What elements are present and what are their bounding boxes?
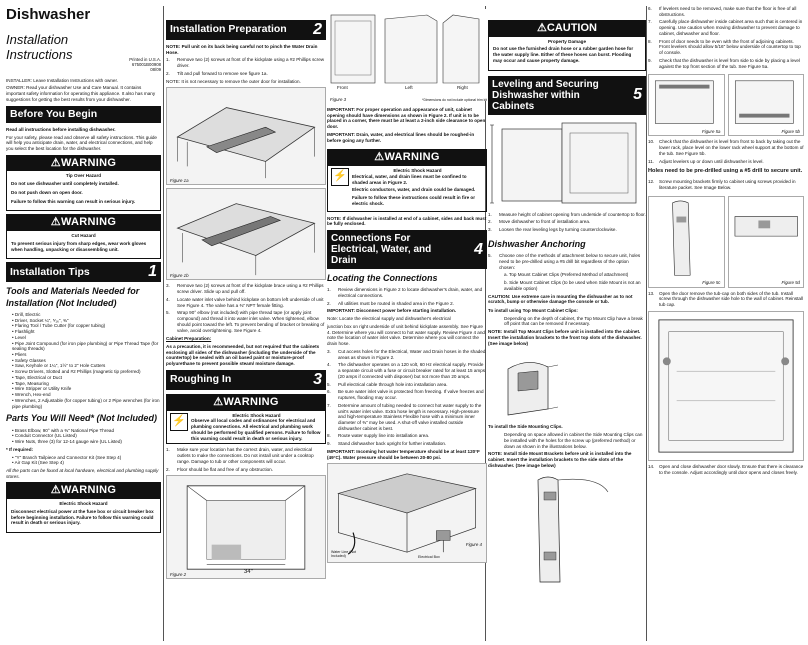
print-line: 08/09	[150, 67, 161, 73]
view-label: Right	[457, 85, 468, 90]
step	[648, 19, 804, 36]
warning-title: Tip Over Hazard	[65, 173, 102, 179]
level-side-illustration	[649, 75, 724, 135]
step-text: Front of door needs to be even with the front of adjoining cabinets. Front levelers should allow 5/16" below underside of countertop to top of console.	[659, 38, 801, 56]
figure-5d	[728, 196, 805, 288]
caution-header: ⚠CAUTION	[489, 21, 645, 37]
top-mount-title: To install using Top Mount Cabinet Clips:	[488, 308, 578, 314]
step-number: 11.	[648, 158, 655, 164]
section-number: 3	[313, 370, 322, 388]
step-text: Choose one of the methods of attachment below to secure unit, holes need to be pre-drilled using a #5 drill bit regardless of the option chosen:	[499, 253, 641, 270]
figure-row-5cd	[648, 193, 804, 291]
step-text: All utilities must be routed in shaded area in the Figure 2.	[338, 300, 454, 306]
view-label: Left	[405, 85, 413, 90]
dimension-label: 34"	[244, 569, 253, 576]
warning-line: Failure to follow this warning can result in serious injury.	[11, 198, 136, 204]
figure-caption: Figure 2	[170, 571, 187, 577]
step	[648, 464, 804, 475]
step: 4. The dishwasher operates on a 120 volt, 60 Hz electrical supply. Provide a separate circuit with a fuse or circuit breaker rated for at least 15 amps (20 amps if connected with disposer) but not more than 20 amps.	[327, 362, 486, 379]
parts-list	[12, 428, 161, 445]
list-item: • Tape, Measuring	[12, 381, 161, 387]
step-text: Route water supply line into installation area.	[338, 433, 430, 439]
list-item: • Conduit Connector (UL Listed)	[12, 433, 161, 439]
step-number: 9.	[648, 57, 652, 63]
figure-caption: Figure 5b	[781, 128, 800, 134]
warning-line: Electric conductors, water, and drain could be damaged.	[352, 187, 476, 193]
section-header-roughing	[166, 370, 326, 390]
parts-heading: Parts You Will Need* (Not Included)	[6, 413, 157, 424]
important-note: IMPORTANT: For proper operation and appearance of unit, cabinet opening should have dimensions as shown in Figure 2. If unit is to be placed in a corner, there must be at least a 2-inch side clearance to open door.	[327, 107, 486, 130]
step: 2. All utilities must be routed in shaded area in the Figure 2.	[327, 300, 454, 306]
figure-tub-cap	[648, 311, 804, 461]
section-header-before	[6, 106, 161, 123]
warning-label: WARNING	[223, 395, 279, 408]
step-text: Determine amount of tubing needed to connect hot water supply to the unit's water inlet valve. Extra hose length is necessary. High-pressure and high-temperature Stainless Flexible hose with a minimum inner diameter of ⅜" may be used. A shut-off valve installed outside dishwasher cabinet is best.	[338, 402, 482, 431]
step-text: If levelers need to be removed, make sure that the floor is free of all obstructions.	[659, 6, 797, 17]
step: 2. Move dishwasher to front of installation area.	[488, 219, 591, 225]
warning-line: Observe all local codes and ordinances for electrical and plumbing connections. All electrical and plumbing work should be performed by qualified persons. Failure to follow this warning could result in death or serious injury.	[191, 418, 321, 441]
step-text: Cut access holes for the Electrical, Water and Drain hoses in the shaded areas as shown in Figure 2.	[338, 348, 486, 360]
step-text: Pull electrical cable through hole into installation area.	[338, 381, 448, 387]
anchor-option: a. Top Mount Cabinet Clips (Preferred Method of attachment)	[504, 272, 629, 278]
figure-4	[327, 463, 487, 563]
figure-5b	[728, 74, 805, 136]
figure-cabinet-measure	[488, 119, 646, 209]
print-line: 675001B00908	[131, 61, 161, 67]
step-text: Adjust levelers up or down until dishwasher is level.	[659, 158, 764, 164]
step-text: Be sure water inlet valve is protected from freezing. If valve freezes and ruptures, flooding may occur.	[338, 389, 484, 401]
step-text: Stand dishwasher back upright for further installation.	[338, 441, 447, 447]
figure-caption: Figure 5c	[702, 280, 721, 286]
step-text: Open and close dishwasher door slowly. Ensure that there is clearance to the console. Adjust accordingly until door opens and closes freely.	[659, 463, 804, 475]
warning-line: Do not use dishwasher until completely installed.	[11, 181, 119, 187]
cabinet-measure-illustration	[488, 119, 646, 209]
step: 8. Route water supply line into installation area.	[327, 433, 430, 439]
step: 5. Choose one of the methods of attachment below to secure unit, holes need to be pre-drilled using a #5 drill bit regardless of the option chosen:	[488, 253, 646, 270]
figure-2	[166, 475, 326, 579]
column-5	[648, 6, 804, 641]
anchoring-steps	[488, 253, 646, 270]
leveling-steps	[488, 212, 646, 233]
step-text: Wrap 90° elbow (not included) with pipe thread tape (or apply joint compound) and thread it into water inlet valve. When tightened, elbow should point toward the left. To prevent bending of bracket or breaking of valve, avoid overtightening. See Figure 4.	[177, 310, 325, 333]
figure-1a	[166, 87, 326, 185]
list-item: • Wire Nuts, three (3) for 12-14 gauge wire (UL Listed)	[12, 439, 161, 445]
figure-row-5ab	[648, 71, 804, 139]
connection-steps-2	[327, 349, 487, 447]
step-number: 7.	[648, 19, 652, 25]
list-item: • Wrench, Hex-end	[12, 392, 161, 398]
figure-1b	[166, 188, 326, 280]
list-item: • Level	[12, 335, 161, 341]
step-13	[648, 291, 804, 308]
bracket-screw-illustration	[649, 197, 724, 287]
section-title: Before You Begin	[10, 107, 98, 120]
installer-note: INSTALLER: Leave Installation Instructions with owner.	[6, 77, 119, 83]
figure-caption: Figure 1b	[170, 272, 189, 278]
list-item: • Drill, Electric	[12, 312, 161, 318]
list-item: • Flashlight	[12, 329, 161, 335]
step-text: Remove two (2) screws at front of the kickplate using a #2 Phillips screw driver.	[177, 57, 325, 69]
warning-title: Electric Shock Hazard	[232, 412, 281, 418]
bracket-top-illustration	[729, 197, 804, 287]
warning-line: Disconnect electrical power at the fuse box or circuit breaker box before beginning installation. Failure to follow this warning could result in death or serious injury.	[11, 508, 154, 526]
warning-title: Electric Shock Hazard	[393, 168, 442, 174]
step-text: Carefully place dishwasher inside cabinet area such that is centered in opening. Use caution when moving dishwasher to prevent damage to cabinet, dishwasher and floor.	[659, 19, 803, 36]
top-mount-text: Depending on the depth of cabinet, the Top Mount Clip have a break off point that can be removed if necessary.	[504, 315, 643, 327]
anchor-option: b. Side Mount Cabinet Clips (to be used when Side Mount is not an available option)	[504, 280, 641, 291]
list-item: • Air Gap Kit (See Step 4)	[12, 460, 161, 466]
section-number: 5	[633, 86, 642, 104]
column-divider	[163, 6, 164, 641]
side-mount-note: NOTE: Install Side Mount Brackets before unit is installed into the cabinet. Insert the installation brackets to the side slots of the dishwasher. (See image below)	[488, 451, 632, 468]
warning-tip-over	[6, 155, 161, 212]
warning-line: To prevent serious injury from sharp edges, wear work gloves when handling, unpacking or disassembling unit.	[11, 240, 147, 252]
print-line: Printed in U.S.A.	[129, 56, 161, 62]
figure-side-mount	[488, 472, 646, 590]
view-label: Front	[337, 85, 348, 90]
tools-list	[12, 312, 161, 409]
warning-cut	[6, 214, 161, 259]
leveling-steps-cont-2	[648, 139, 804, 164]
warning-label: WARNING	[384, 151, 440, 164]
top-mount-clip-illustration	[488, 349, 646, 421]
list-item: • Wire Stripper or Utility Knife	[12, 386, 161, 392]
caution-title: Property Damage	[547, 38, 587, 44]
warning-header: ⚠WARNING	[328, 150, 486, 166]
water-line-label: Water Line (Not Included)	[331, 550, 357, 559]
list-item: • Wrenches, 2 Adjustable (for copper tubing) or 2 Pipe wrenches (for iron pipe plumbing)	[12, 398, 161, 409]
step: 1. Remove two (2) screws at front of the kickplate using a #2 Phillips screw driver.	[166, 57, 325, 69]
step-12	[648, 179, 804, 190]
if-required-label: * If required:	[6, 446, 34, 452]
prep-note: NOTE: Pull unit on its back being careful not to pinch the Water Drain Hose.	[166, 44, 318, 55]
list-item: • Brass Elbow, 90° with a ⅜" National Pipe Thread	[12, 428, 161, 434]
warning-line: Electrical, water, and drain lines must be confined to shaded areas in Figure 2.	[352, 173, 467, 185]
leveling-steps-cont	[648, 6, 804, 69]
step-text: The dishwasher operates on a 120 volt, 60 Hz electrical supply. Provide a separate circuit with a fuse or circuit breaker rated for at least 15 amps (20 amps if connected with disposer) but not more than 20 amps.	[338, 362, 486, 379]
connection-steps	[327, 287, 487, 306]
section-header-leveling	[488, 76, 646, 115]
section-title: Leveling and Securing Dishwasher within Cabinets	[492, 78, 599, 112]
section-title: Roughing In	[170, 373, 232, 386]
electrical-box-label: Electrical Box	[418, 554, 440, 559]
list-item: • Screw Drivers, Slotted and #2 Phillips (magnetic tip preferred)	[12, 369, 161, 375]
important-note: IMPORTANT: Disconnect power before starting installation.	[327, 308, 457, 314]
column-1	[6, 6, 161, 641]
section-title: Connections For Electrical, Water, and Drain	[331, 233, 432, 267]
column-4	[488, 6, 646, 641]
step	[648, 159, 804, 165]
step: 2. Tilt and pull forward to remove see figure 1a.	[166, 70, 268, 76]
step: 1. Measure height of cabinet opening from underside of countertop to floor.	[488, 211, 646, 217]
connection-note-cont: junction box on right underside of unit behind kickplate assembly. See Figure 4. Determine where you will connect to hot water supply. Review Figure 4 and note the location of water inlet valve. Determine where you will connect the drain hose.	[327, 323, 485, 347]
step-text: Make sure your location has the correct drain, water, and electrical outlets to make the connections. Do not install unit under a cooktop range. Damage to tub or other components will occur.	[177, 447, 314, 464]
cabinet-prep-text: As a precaution, it is recommended, but not required that the cabinets enclosing all sides of the dishwasher (including the underside of the countertop) be sealed with an oil based paint or moisture-proof polyurethane to prevent possible steam/ moisture damage.	[166, 344, 320, 367]
cabinet-prep-title: Cabinet Preparation:	[166, 336, 212, 342]
side-mount-clip-illustration	[488, 472, 646, 590]
cabinet-opening-illustration	[167, 476, 325, 578]
step-text: Screw mounting brackets firmly to cabinet using screws provided in literature packet. See Image Below.	[659, 179, 796, 190]
connection-note: Note: Locate the electrical supply and dishwasher's electrical	[327, 316, 451, 322]
step-text: Check that the dishwasher is level from side to side by placing a level against the top front section of the tub. See Figure 5a.	[659, 57, 800, 69]
step: 2. Floor should be flat and free of any obstruction.	[166, 466, 274, 472]
step: 3. Remove two (2) screws at front of the kickplate brace using a #2 Phillips screw driver. Slide up and pull off.	[166, 283, 326, 294]
step	[648, 291, 804, 308]
warning-electric	[6, 482, 161, 533]
important-note: IMPORTANT: Incoming hot water temperature should be at least 120°F (49°C). Water pressure should be between 20-80 psi.	[327, 448, 480, 460]
page-title: Dishwasher	[6, 6, 91, 23]
prep-note: NOTE: It is not necessary to remove the outer door for installation.	[166, 78, 301, 84]
tools-heading: Tools and Materials Needed for Installation (Not Included)	[6, 286, 140, 308]
step	[648, 139, 804, 156]
list-item: • "Y" Branch Tailpiece and Connector Kit (See Step 4)	[12, 455, 161, 461]
step-text: Open the door remove the tub-cap on both sides of the tub. Install screw through the dishwasher side hole to the wall of cabinet. Reinstall tub cap.	[659, 290, 804, 308]
roughing-steps	[166, 447, 326, 472]
brace-illustration	[167, 189, 325, 279]
before-p2: For your safety, please read and observe all safety instructions. This guide will help you anticipate drain, water, and electrical connections, and help you select the best location for the dishwasher.	[6, 134, 157, 151]
list-item: • Safety Glasses	[12, 358, 161, 364]
figure-note: *Dimensions do not include optional trim kit	[422, 97, 487, 102]
step-number: 14.	[648, 463, 655, 469]
step: 9. Stand dishwasher back upright for further installation.	[327, 441, 447, 447]
column-2	[166, 6, 326, 641]
utility-lines-illustration	[328, 464, 486, 562]
figure-5a	[648, 74, 725, 136]
list-item: • Saw, Keyhole or 1¼", 1½" to 2" Hole Cutters	[12, 363, 161, 369]
anchor-caution: CAUTION: Use extreme care in mounting the dishwasher as to not scratch, bump or otherwise damage the console or tub.	[488, 293, 633, 305]
warning-header: ⚠WARNING	[7, 215, 160, 231]
step-text: Move dishwasher to front of installation area.	[499, 219, 591, 225]
step-number: 13.	[648, 290, 655, 296]
step: 3. Cut access holes for the Electrical, Water and Drain hoses in the shaded areas as shown in Figure 2.	[327, 348, 486, 360]
figure-caption: Figure 3	[330, 96, 347, 102]
warning-line: Do not push down on open door.	[11, 189, 83, 195]
figure-5c	[648, 196, 725, 288]
before-p1: Read all instructions before installing dishwasher.	[6, 126, 116, 132]
shock-hazard-icon: ⚡	[331, 168, 349, 186]
shock-hazard-icon: ⚡	[170, 413, 188, 431]
figure-caption: Figure 5d	[781, 280, 800, 286]
warning-header: ⚠WARNING	[7, 483, 160, 499]
step-number: 6.	[648, 6, 652, 11]
step: 4. Locate water inlet valve behind kickplate on bottom left underside of unit See Figure 4. The valve has a ⅜" NPT female fitting.	[166, 297, 326, 308]
figure-caption: Figure 1a	[170, 177, 189, 183]
column-divider	[646, 6, 647, 641]
list-item: • Flaring Tool / Tube Cutter (for copper tubing)	[12, 323, 161, 329]
step: 5. Wrap 90° elbow (not included) with pipe thread tape (or apply joint compound) and thread it into water inlet valve. When tightened, elbow should point toward the left. To prevent bending of bracket or breaking of valve, avoid overtightening. See Figure 4.	[166, 310, 325, 333]
step-text: Review dimensions in Figure 2 to locate dishwasher's drain, water, and electrical connections.	[338, 287, 483, 299]
step-14	[648, 464, 804, 475]
figure-caption: Figure 4	[465, 542, 482, 548]
list-item: • Pliers	[12, 352, 161, 358]
kickplate-illustration	[167, 88, 325, 184]
step-text: Remove two (2) screws at front of the kickplate brace using a #2 Phillips screw driver. Slide up and pull off.	[177, 283, 324, 295]
page-subtitle: Installation Instructions	[6, 31, 73, 62]
warning-lines	[327, 149, 487, 211]
list-item: • Driver, Socket ¼", ⁵⁄₁₆", ⅜"	[12, 318, 161, 324]
section-header-prep	[166, 20, 326, 40]
step-number: 12.	[648, 179, 655, 185]
caution-text: Do not use the furnished drain hose or a rubber garden hose for the water supply line. Either of these hoses can burst. Flooding may occur and cause property damage.	[493, 46, 634, 63]
step-number: 10.	[648, 139, 655, 145]
subsection-title: Dishwasher Anchoring	[488, 238, 586, 249]
section-number: 1	[148, 263, 157, 281]
side-mount-text: Depending on space allowed in cabinet the Side Mounting Clips can be installed with the holes for the screw up (preferred method) or down as shown in the illustrations below.	[504, 432, 643, 449]
section-header-tips	[6, 262, 161, 282]
tub-cap-illustration	[649, 312, 803, 460]
section-number: 4	[474, 240, 483, 258]
list-item: • Pipe Joint Compound (for iron pipe plumbing) or Pipe Thread Tape (for sealing threads)	[12, 341, 161, 352]
step-text: Floor should be flat and free of any obstruction.	[177, 466, 274, 472]
section-number: 2	[313, 21, 322, 38]
step	[648, 6, 804, 17]
step: 7. Determine amount of tubing needed to connect hot water supply to the unit's water inlet valve. Extra hose length is necessary. High-pressure and high-temperature Stainless Flexible hose with a minimum inner diameter of ⅜" may be used. A shut-off valve installed outside dishwasher cabinet is best.	[327, 403, 487, 432]
figure-3	[327, 9, 487, 101]
figure-caption: Figure 5a	[701, 128, 721, 134]
list-item: • Tape, Electrical or Duct	[12, 375, 161, 381]
warning-title: Cut Hazard	[71, 233, 96, 239]
warning-label: WARNING	[60, 484, 117, 497]
parts-footnote: All the parts can be found at local hardware, electrical and plumbing supply stores.	[6, 467, 159, 479]
figure-top-mount	[488, 349, 646, 421]
subsection-title: Locating the Connections	[327, 273, 438, 284]
step: 3. Loosen the rear leveling legs by turning counterclockwise.	[488, 227, 617, 233]
warning-header: ⚠WARNING	[7, 156, 160, 172]
step: 6. Be sure water inlet valve is protected from freezing. If valve freezes and ruptures, flooding may occur.	[327, 389, 487, 400]
cabinet-note: NOTE: If dishwasher is installed at end of a cabinet, sides and back must be fully enclosed.	[327, 215, 487, 227]
warning-line: Failure to follow these instructions could result in fire or electric shock.	[352, 195, 476, 206]
caution-property	[488, 20, 646, 71]
section-title: Installation Preparation	[170, 23, 287, 36]
caution-label: CAUTION	[546, 22, 597, 34]
prep-steps	[166, 57, 326, 76]
side-mount-title: To install the Side Mounting Clips.	[488, 424, 563, 430]
top-mount-note: NOTE: Install Top Mount Clips before unit is installed into the cabinet. Insert the installation brackets to the front top slots of the dishwasher. (See image below)	[488, 329, 642, 346]
warning-label: WARNING	[60, 216, 117, 229]
warning-title: Electric Shock Hazard	[59, 501, 108, 507]
section-header-connections	[327, 230, 487, 269]
step	[648, 179, 804, 190]
warning-roughing	[166, 394, 326, 444]
step	[648, 58, 804, 69]
step: 5. Pull electrical cable through hole into installation area.	[327, 381, 448, 387]
step-text: Loosen the rear leveling legs by turning counterclockwise.	[499, 227, 617, 233]
owner-note: OWNER: Read your dishwasher Use and Care Manual. It contains important safety information for operating this appliance. It also has many suggestions for getting the best results from your dishwasher.	[6, 85, 156, 102]
predrill-note: Holes need to be pre-drilled using a #5 drill to secure unit.	[648, 168, 803, 175]
step: 1. Make sure your location has the correct drain, water, and electrical outlets to make the connections. Do not install unit under a cooktop range. Damage to tub or other components will occur.	[166, 447, 326, 464]
step	[648, 39, 804, 56]
step-text: Tilt and pull forward to remove see figure 1a.	[177, 70, 268, 76]
step-number: 8.	[648, 38, 652, 44]
step-text: Check that the dishwasher is level from front to back by taking out the lower rack, place level on the lower rack wheel support at the bottom of the tub. See Figure 5b.	[659, 139, 804, 156]
step-text: Measure height of cabinet opening from underside of countertop to floor.	[499, 211, 646, 217]
step: 1. Review dimensions in Figure 2 to locate dishwasher's drain, water, and electrical connections.	[327, 287, 487, 298]
important-note: IMPORTANT: Drain, water, and electrical lines should be roughed-in before going any further.	[327, 131, 475, 143]
step-text: Locate water inlet valve behind kickplate on bottom left underside of unit See Figure 4. The valve has a ⅜" NPT female fitting.	[177, 296, 324, 308]
prep-steps-2	[166, 283, 326, 333]
if-required-list	[12, 455, 161, 466]
level-front-back-illustration	[729, 75, 804, 135]
section-title: Installation Tips	[10, 265, 90, 278]
warning-label: WARNING	[60, 156, 117, 169]
warning-header: ⚠WARNING	[167, 395, 325, 411]
column-3	[327, 6, 487, 641]
